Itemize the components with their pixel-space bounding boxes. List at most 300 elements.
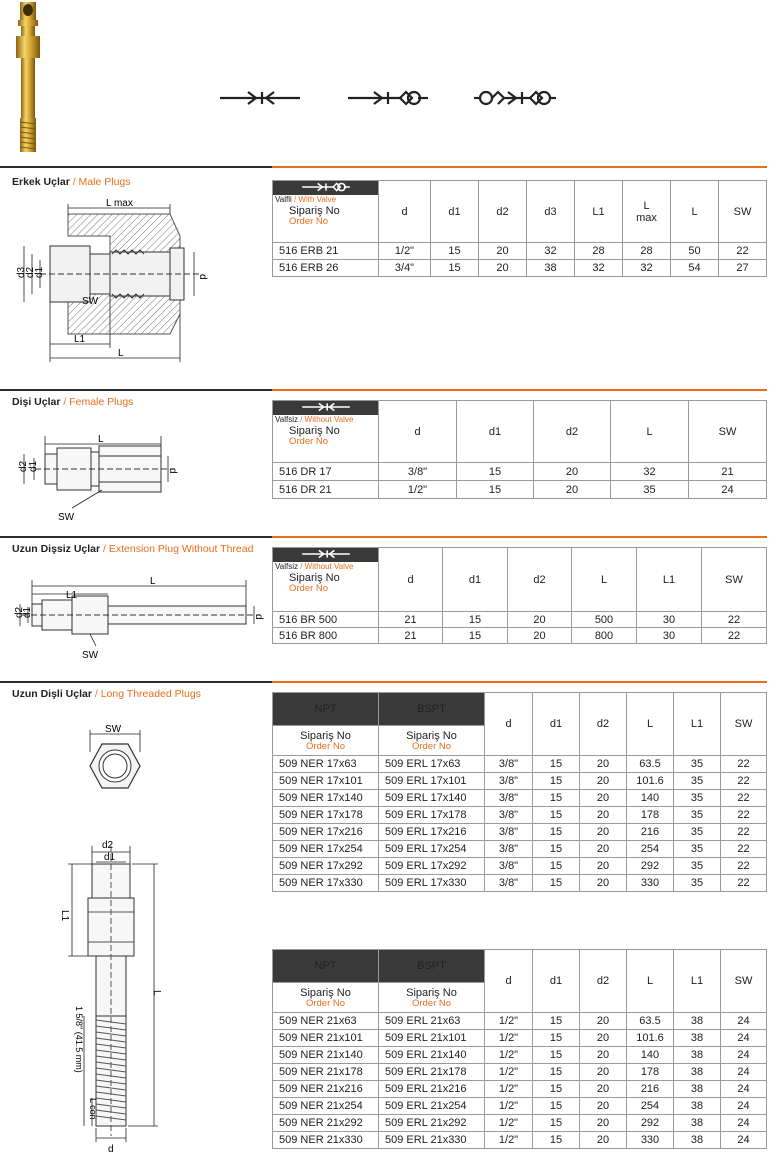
col-header: d1 <box>457 401 534 463</box>
table-row <box>273 260 767 277</box>
col-header: SW <box>689 401 767 463</box>
type-label: Valfsiz / Without Valve <box>275 415 354 424</box>
col-header-lmax: L max <box>623 181 671 243</box>
d-label: d <box>167 468 178 474</box>
col-header: d <box>485 693 533 756</box>
order-no-en: Order No <box>289 583 329 594</box>
col-header: L1 <box>674 693 721 756</box>
product-photo <box>8 0 48 155</box>
order-number-cell: 509 ERL 21x178 <box>379 1064 485 1081</box>
value-cell: 330 <box>627 875 674 892</box>
value-cell: 140 <box>627 790 674 807</box>
value-cell: 101.6 <box>627 1030 674 1047</box>
value-cell: 3/4" <box>379 260 431 277</box>
value-cell: 3/8" <box>379 463 457 481</box>
value-cell: 27 <box>719 260 767 277</box>
value-cell: 38 <box>674 1081 721 1098</box>
value-cell: 1/2" <box>485 1030 533 1047</box>
col-header: L <box>627 693 674 756</box>
value-cell: 35 <box>674 875 721 892</box>
order-number-cell: 509 NER 21x292 <box>273 1115 379 1132</box>
npt-header: NPT <box>273 693 379 726</box>
female-plug-diagram <box>10 430 210 525</box>
sw-label: SW <box>82 296 99 307</box>
order-number-cell: 509 NER 17x254 <box>273 841 379 858</box>
value-cell: 3/8" <box>485 824 533 841</box>
value-cell: 1/2" <box>379 481 457 499</box>
value-cell: 800 <box>572 628 637 644</box>
order-number-cell: 509 ERL 17x101 <box>379 773 485 790</box>
value-cell: 30 <box>637 628 702 644</box>
value-cell: 15 <box>431 243 479 260</box>
value-cell: 3/8" <box>485 807 533 824</box>
male-plug-diagram <box>10 196 240 366</box>
value-cell: 38 <box>674 1047 721 1064</box>
d2-label: d2 <box>25 266 36 278</box>
col-header: d1 <box>431 181 479 243</box>
value-cell: 292 <box>627 858 674 875</box>
value-cell: 28 <box>575 243 623 260</box>
value-cell: 3/8" <box>485 841 533 858</box>
npt-header: NPT <box>273 950 379 983</box>
value-cell: 24 <box>721 1098 767 1115</box>
extension-plugs-table <box>272 547 767 644</box>
col-header: d2 <box>580 950 627 1013</box>
value-cell: 15 <box>533 1098 580 1115</box>
value-cell: 38 <box>674 1098 721 1115</box>
value-cell: 20 <box>580 1115 627 1132</box>
value-cell: 15 <box>533 1115 580 1132</box>
sw-label: SW <box>58 512 75 523</box>
table-body <box>273 463 767 499</box>
value-cell: 24 <box>721 1081 767 1098</box>
value-cell: 216 <box>627 1081 674 1098</box>
col-header: L1 <box>575 181 623 243</box>
table-row <box>273 790 767 807</box>
value-cell: 22 <box>721 756 767 773</box>
bspt-header: BSPT <box>379 950 485 983</box>
table-row <box>273 1013 767 1030</box>
value-cell: 35 <box>674 824 721 841</box>
valve-coupling-symbol-icon <box>472 88 558 108</box>
value-cell: 15 <box>533 841 580 858</box>
section-title-extension: Uzun Dişsiz Uçlar / Extension Plug Without Thread <box>12 543 254 555</box>
col-header: d <box>379 181 431 243</box>
table-row <box>273 841 767 858</box>
value-cell: 22 <box>702 628 767 644</box>
order-number-cell: 516 BR 500 <box>273 612 379 628</box>
order-number-cell: 509 ERL 21x292 <box>379 1115 485 1132</box>
plug-symbol-icon <box>273 548 378 562</box>
table-row <box>273 807 767 824</box>
value-cell: 21 <box>379 612 443 628</box>
value-cell: 3/8" <box>485 773 533 790</box>
d2-label: d2 <box>18 460 29 472</box>
order-number-cell: 516 DR 17 <box>273 463 379 481</box>
d2-label: d2 <box>102 840 114 851</box>
value-cell: 32 <box>527 243 575 260</box>
value-cell: 22 <box>721 807 767 824</box>
col-header: d2 <box>508 548 572 612</box>
value-cell: 3/8" <box>485 875 533 892</box>
value-cell: 24 <box>689 481 767 499</box>
order-number-cell: 516 BR 800 <box>273 628 379 644</box>
thread-length-label: 1 5/8" (41.5 mm) <box>74 1006 84 1073</box>
order-header: Sipariş No Order No <box>273 983 379 1013</box>
male-plugs-table <box>272 180 767 277</box>
d1-label: d1 <box>34 266 45 278</box>
value-cell: 21 <box>379 628 443 644</box>
value-cell: 35 <box>674 773 721 790</box>
table-body <box>273 243 767 277</box>
order-number-cell: 509 ERL 21x63 <box>379 1013 485 1030</box>
table-row <box>273 1098 767 1115</box>
order-number-cell: 509 ERL 21x254 <box>379 1098 485 1115</box>
value-cell: 140 <box>627 1047 674 1064</box>
table-row <box>273 481 767 499</box>
l1-label: L1 <box>74 334 86 345</box>
value-cell: 20 <box>479 243 527 260</box>
table-row <box>273 1132 767 1149</box>
sw-label: SW <box>105 724 122 735</box>
order-header: Sipariş No Order No <box>379 983 485 1013</box>
order-number-cell: 509 ERL 21x101 <box>379 1030 485 1047</box>
order-no-tr: Sipariş No <box>289 572 340 584</box>
value-cell: 292 <box>627 1115 674 1132</box>
table-row <box>273 875 767 892</box>
l1-label: L1 <box>59 910 70 922</box>
value-cell: 15 <box>533 807 580 824</box>
value-cell: 15 <box>457 463 534 481</box>
value-cell: 20 <box>580 1098 627 1115</box>
value-cell: 15 <box>533 824 580 841</box>
d1-label: d1 <box>104 852 116 863</box>
value-cell: 216 <box>627 824 674 841</box>
value-cell: 35 <box>674 807 721 824</box>
d2-label: d2 <box>14 606 25 618</box>
value-cell: 1/2" <box>485 1064 533 1081</box>
order-number-cell: 509 NER 17x178 <box>273 807 379 824</box>
l-label: L <box>151 990 162 996</box>
value-cell: 22 <box>719 243 767 260</box>
long-threaded-table-21 <box>272 949 767 1149</box>
l-label: L <box>150 576 156 587</box>
value-cell: 500 <box>572 612 637 628</box>
order-number-cell: 516 ERB 21 <box>273 243 379 260</box>
order-number-cell: 509 NER 17x330 <box>273 875 379 892</box>
col-header: L <box>671 181 719 243</box>
value-cell: 20 <box>479 260 527 277</box>
table-row <box>273 612 767 628</box>
value-cell: 15 <box>533 1030 580 1047</box>
table-row <box>273 1064 767 1081</box>
value-cell: 1/2" <box>485 1081 533 1098</box>
value-cell: 3/8" <box>485 790 533 807</box>
value-cell: 15 <box>533 756 580 773</box>
section-divider <box>0 681 780 682</box>
type-label: Valfsiz / Without Valve <box>275 562 354 571</box>
value-cell: 38 <box>674 1115 721 1132</box>
order-number-cell: 509 ERL 21x330 <box>379 1132 485 1149</box>
order-number-cell: 509 NER 17x63 <box>273 756 379 773</box>
table-row <box>273 756 767 773</box>
section-divider <box>0 389 780 390</box>
col-header: d3 <box>527 181 575 243</box>
long-threaded-plug-diagram <box>50 836 200 1156</box>
order-number-cell: 509 NER 21x216 <box>273 1081 379 1098</box>
col-header: L <box>572 548 637 612</box>
col-header: SW <box>719 181 767 243</box>
value-cell: 63.5 <box>627 756 674 773</box>
value-cell: 38 <box>674 1013 721 1030</box>
order-number-cell: 509 NER 17x216 <box>273 824 379 841</box>
bspt-header: BSPT <box>379 693 485 726</box>
table-row <box>273 1030 767 1047</box>
value-cell: 20 <box>580 841 627 858</box>
order-number-cell: 516 ERB 26 <box>273 260 379 277</box>
table-row <box>273 1081 767 1098</box>
col-header: SW <box>721 693 767 756</box>
value-cell: 54 <box>671 260 719 277</box>
order-number-cell: 509 ERL 17x178 <box>379 807 485 824</box>
table-row <box>273 773 767 790</box>
col-header: L <box>611 401 689 463</box>
plug-valve-symbol-icon <box>346 88 430 108</box>
value-cell: 24 <box>721 1013 767 1030</box>
value-cell: 1/2" <box>485 1098 533 1115</box>
table-row <box>273 858 767 875</box>
table-row <box>273 824 767 841</box>
col-header: d <box>379 548 443 612</box>
order-number-cell: 509 ERL 21x140 <box>379 1047 485 1064</box>
order-number-cell: 509 NER 17x101 <box>273 773 379 790</box>
value-cell: 35 <box>611 481 689 499</box>
col-header: d <box>485 950 533 1013</box>
value-cell: 38 <box>674 1030 721 1047</box>
col-header: L1 <box>674 950 721 1013</box>
value-cell: 32 <box>623 260 671 277</box>
order-no-en: Order No <box>289 436 329 447</box>
value-cell: 254 <box>627 1098 674 1115</box>
extension-plug-diagram <box>10 576 272 666</box>
d-label: d <box>197 274 208 280</box>
value-cell: 15 <box>533 875 580 892</box>
section-divider <box>0 166 780 167</box>
d1-label: d1 <box>28 460 39 472</box>
order-number-cell: 509 ERL 17x140 <box>379 790 485 807</box>
plug-symbol-icon <box>218 88 302 108</box>
value-cell: 20 <box>580 875 627 892</box>
value-cell: 30 <box>637 612 702 628</box>
value-cell: 22 <box>721 824 767 841</box>
order-header: Sipariş No Order No <box>379 726 485 756</box>
order-header: Sipariş No Order No <box>273 726 379 756</box>
order-number-cell: 509 NER 21x254 <box>273 1098 379 1115</box>
order-number-cell: 509 NER 17x292 <box>273 858 379 875</box>
value-cell: 15 <box>533 773 580 790</box>
col-header: d1 <box>533 693 580 756</box>
value-cell: 1/2" <box>485 1115 533 1132</box>
order-number-cell: 509 ERL 21x216 <box>379 1081 485 1098</box>
value-cell: 15 <box>431 260 479 277</box>
col-header: d2 <box>580 693 627 756</box>
value-cell: 20 <box>534 463 611 481</box>
order-number-cell: 509 ERL 17x292 <box>379 858 485 875</box>
col-header: SW <box>702 548 767 612</box>
order-number-cell: 509 ERL 17x216 <box>379 824 485 841</box>
value-cell: 24 <box>721 1132 767 1149</box>
value-cell: 20 <box>580 858 627 875</box>
value-cell: 35 <box>674 790 721 807</box>
value-cell: 22 <box>721 858 767 875</box>
value-cell: 20 <box>580 1064 627 1081</box>
section-title-female: Dişi Uçlar / Female Plugs <box>12 396 134 408</box>
plug-valve-symbol-icon <box>273 181 378 195</box>
order-header <box>273 401 379 463</box>
value-cell: 20 <box>508 612 572 628</box>
order-number-cell: 509 NER 21x330 <box>273 1132 379 1149</box>
value-cell: 35 <box>674 858 721 875</box>
value-cell: 22 <box>702 612 767 628</box>
order-number-cell: 509 NER 17x140 <box>273 790 379 807</box>
value-cell: 38 <box>674 1064 721 1081</box>
table-body <box>273 756 767 892</box>
value-cell: 3/8" <box>485 756 533 773</box>
value-cell: 32 <box>575 260 623 277</box>
section-title-male: Erkek Uçlar / Male Plugs <box>12 176 131 188</box>
value-cell: 15 <box>533 1081 580 1098</box>
value-cell: 15 <box>533 1064 580 1081</box>
value-cell: 20 <box>580 824 627 841</box>
value-cell: 20 <box>580 773 627 790</box>
value-cell: 22 <box>721 841 767 858</box>
table-body <box>273 1013 767 1149</box>
female-plugs-table <box>272 400 767 499</box>
value-cell: 38 <box>674 1132 721 1149</box>
col-header: L1 <box>637 548 702 612</box>
d-label: d <box>253 614 264 620</box>
d-label: d <box>108 1144 114 1155</box>
value-cell: 20 <box>580 756 627 773</box>
section-title-long: Uzun Dişli Uçlar / Long Threaded Plugs <box>12 688 201 700</box>
value-cell: 22 <box>721 790 767 807</box>
value-cell: 24 <box>721 1047 767 1064</box>
order-number-cell: 509 ERL 17x63 <box>379 756 485 773</box>
order-number-cell: 509 NER 21x178 <box>273 1064 379 1081</box>
value-cell: 35 <box>674 841 721 858</box>
value-cell: 330 <box>627 1132 674 1149</box>
value-cell: 24 <box>721 1064 767 1081</box>
col-header: d <box>379 401 457 463</box>
col-header: L <box>627 950 674 1013</box>
value-cell: 38 <box>527 260 575 277</box>
value-cell: 20 <box>580 790 627 807</box>
value-cell: 20 <box>534 481 611 499</box>
order-number-cell: 509 NER 21x63 <box>273 1013 379 1030</box>
l1-label: L1 <box>66 590 78 601</box>
order-number-cell: 509 NER 21x140 <box>273 1047 379 1064</box>
value-cell: 20 <box>580 1081 627 1098</box>
order-number-cell: 509 ERL 17x254 <box>379 841 485 858</box>
type-label: Valfli / With Valve <box>275 195 337 204</box>
value-cell: 63.5 <box>627 1013 674 1030</box>
d1-label: d1 <box>22 606 33 618</box>
value-cell: 15 <box>533 858 580 875</box>
col-header: SW <box>721 950 767 1013</box>
order-no-tr: Sipariş No <box>289 205 340 217</box>
order-no-en: Order No <box>289 216 329 227</box>
hex-end-view-diagram <box>80 722 150 797</box>
col-header: d2 <box>479 181 527 243</box>
value-cell: 20 <box>508 628 572 644</box>
value-cell: 50 <box>671 243 719 260</box>
value-cell: 32 <box>611 463 689 481</box>
value-cell: 21 <box>689 463 767 481</box>
l-label: L <box>118 348 124 359</box>
value-cell: 15 <box>533 1132 580 1149</box>
order-no-tr: Sipariş No <box>289 425 340 437</box>
value-cell: 178 <box>627 807 674 824</box>
value-cell: 15 <box>457 481 534 499</box>
lmax-label: L max <box>106 198 133 209</box>
value-cell: 24 <box>721 1115 767 1132</box>
value-cell: 1/2" <box>485 1013 533 1030</box>
order-number-cell: 516 DR 21 <box>273 481 379 499</box>
value-cell: 35 <box>674 756 721 773</box>
value-cell: 20 <box>580 1030 627 1047</box>
value-cell: 28 <box>623 243 671 260</box>
section-divider <box>0 536 780 537</box>
long-threaded-table-17 <box>272 692 767 892</box>
col-header: d1 <box>533 950 580 1013</box>
value-cell: 20 <box>580 1132 627 1149</box>
value-cell: 22 <box>721 773 767 790</box>
value-cell: 15 <box>533 1047 580 1064</box>
value-cell: 254 <box>627 841 674 858</box>
value-cell: 24 <box>721 1030 767 1047</box>
value-cell: 22 <box>721 875 767 892</box>
value-cell: 3/8" <box>485 858 533 875</box>
value-cell: 20 <box>580 1047 627 1064</box>
plug-symbol-icon <box>273 401 378 415</box>
l-label: L <box>98 434 104 445</box>
value-cell: 15 <box>533 1013 580 1030</box>
col-header: d2 <box>534 401 611 463</box>
table-row <box>273 463 767 481</box>
value-cell: 1/2" <box>379 243 431 260</box>
value-cell: 20 <box>580 1013 627 1030</box>
value-cell: 1/2" <box>485 1132 533 1149</box>
d3-label: d3 <box>16 266 27 278</box>
value-cell: 15 <box>443 612 508 628</box>
order-number-cell: 509 ERL 17x330 <box>379 875 485 892</box>
order-header <box>273 548 379 612</box>
value-cell: 178 <box>627 1064 674 1081</box>
sw-label: SW <box>82 650 99 661</box>
table-body <box>273 612 767 644</box>
col-header: d1 <box>443 548 508 612</box>
value-cell: 15 <box>443 628 508 644</box>
table-row <box>273 628 767 644</box>
order-number-cell: 509 NER 21x101 <box>273 1030 379 1047</box>
order-header <box>273 181 379 243</box>
value-cell: 1/2" <box>485 1047 533 1064</box>
table-row <box>273 243 767 260</box>
lcon-label: L con <box>88 1098 98 1120</box>
value-cell: 101.6 <box>627 773 674 790</box>
table-row <box>273 1115 767 1132</box>
value-cell: 20 <box>580 807 627 824</box>
